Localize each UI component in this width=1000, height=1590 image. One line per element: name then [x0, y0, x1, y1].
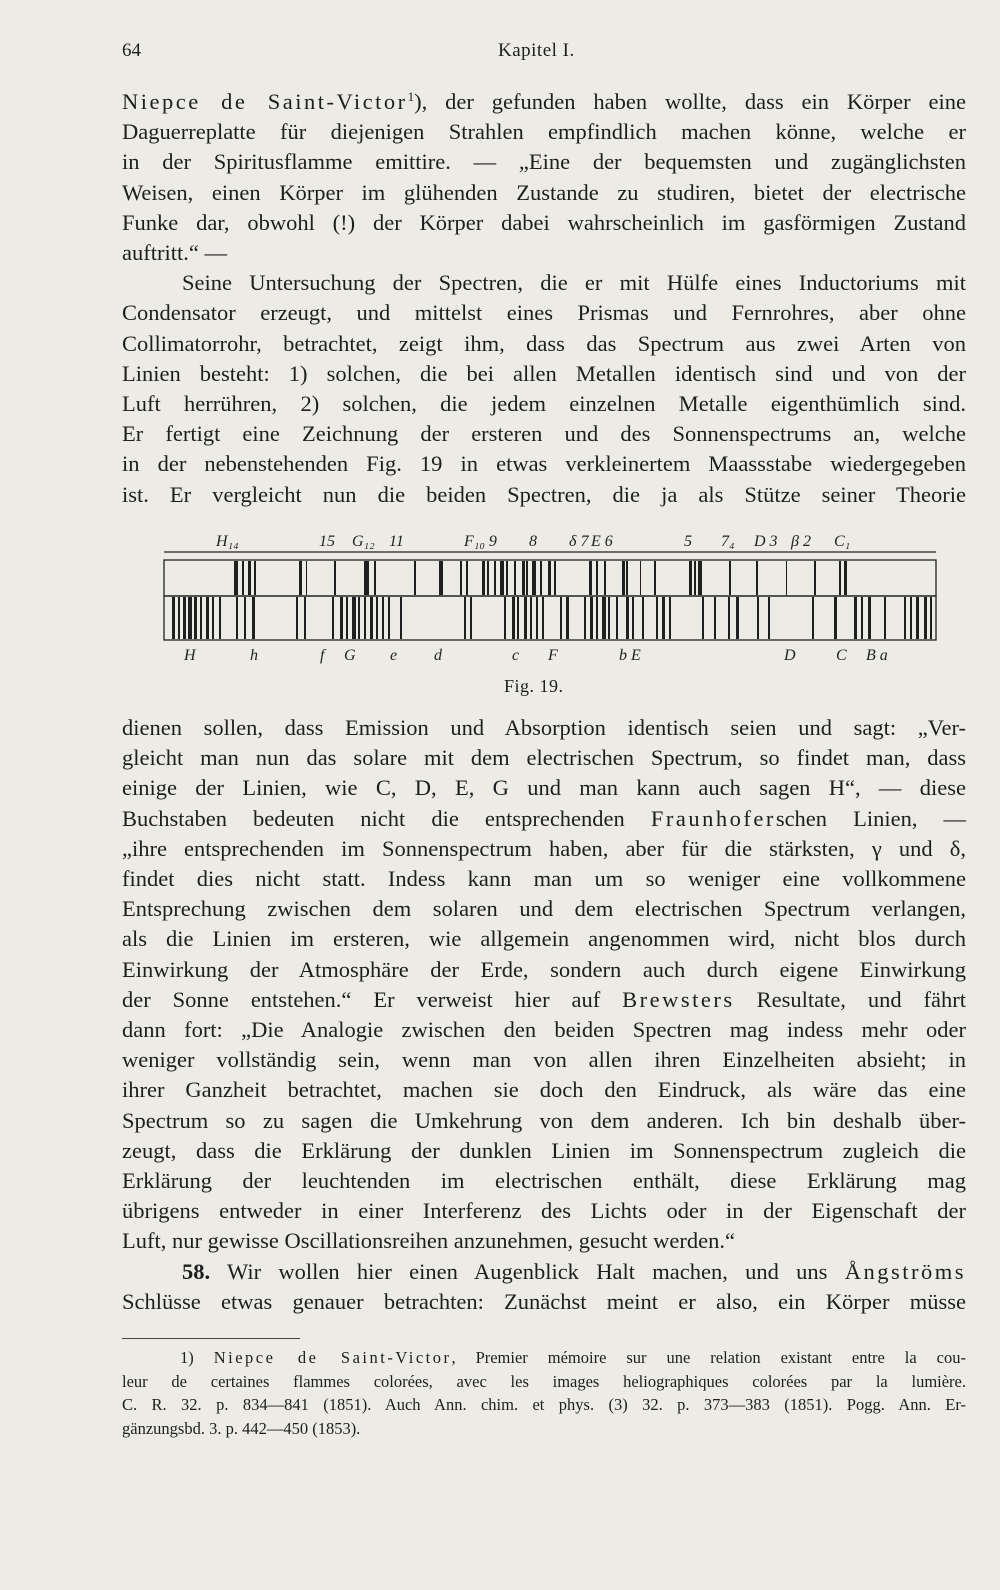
solar-spectrum-band	[164, 596, 936, 640]
text-run: ihrer Ganzheit betrachtet, machen sie doch den Eindruck, als wäre das eine	[122, 1077, 966, 1103]
absorption-line	[868, 597, 871, 639]
absorption-line	[924, 597, 927, 639]
emission-line	[482, 561, 485, 595]
absorption-line	[566, 597, 569, 639]
absorption-line	[656, 597, 658, 639]
upper-line-label: 8	[529, 533, 537, 550]
text-line	[122, 1370, 966, 1394]
upper-line-label: H₁₄	[216, 533, 239, 550]
text-line	[122, 238, 966, 268]
text-run: Buchstaben bedeuten nicht die entsprechenden	[122, 805, 651, 831]
emission-line	[626, 561, 628, 595]
text-run: Collimatorrohr, betrachtet, zeigt ihm, dass das Spectrum aus zwei Arten von	[122, 330, 966, 356]
text-run: Resultate, und fährt	[734, 986, 966, 1012]
text-line	[122, 894, 966, 924]
absorption-line	[714, 597, 716, 639]
absorption-line	[861, 597, 863, 639]
upper-line-label: G₁₂	[352, 533, 375, 550]
fraunhofer-line-label: h	[250, 647, 258, 664]
text-run: Er fertigt eine Zeichnung der ersteren und des Sonnenspectrums an, welche	[122, 421, 966, 447]
absorption-line	[464, 597, 466, 639]
absorption-line	[536, 597, 538, 639]
absorption-line	[370, 597, 373, 639]
upper-line-label: β 2	[791, 533, 811, 550]
emission-line	[364, 561, 369, 595]
upper-line-label: 15	[319, 533, 335, 550]
text-line	[122, 864, 966, 894]
absorption-line	[346, 597, 348, 639]
text-run: Condensator erzeugt, und mittelst eines Prismas und Fernrohres, aber ohne	[122, 300, 966, 326]
absorption-line	[930, 597, 932, 639]
text-line	[182, 268, 966, 298]
text-line	[122, 117, 966, 147]
figure-caption: Fig. 19.	[504, 676, 564, 696]
emission-line	[604, 561, 606, 595]
text-run: der Sonne entstehen.“ Er verweist hier auf	[122, 986, 623, 1012]
absorption-line	[212, 597, 214, 639]
emission-line	[506, 561, 508, 595]
text-run: C. R. 32. p. 834—841 (1851). Auch Ann. chim. et phys. (3) 32. p. 373—383 (1851). Pogg. Ann. Er-	[122, 1395, 966, 1414]
absorption-line	[904, 597, 906, 639]
emission-line	[844, 561, 847, 595]
absorption-line	[200, 597, 202, 639]
text-run: Schlüsse etwas genauer betrachten: Zunächst meint er also, ein Körper müsse	[122, 1288, 966, 1314]
absorption-line	[530, 597, 532, 639]
running-header	[122, 40, 962, 70]
emission-line	[466, 561, 468, 595]
absorption-line	[542, 597, 544, 639]
absorption-line	[884, 597, 886, 639]
absorption-line	[728, 597, 730, 639]
emission-line	[487, 561, 489, 595]
emission-line	[248, 561, 251, 595]
emission-line	[694, 561, 696, 595]
emission-line	[439, 561, 443, 595]
absorption-line	[296, 597, 298, 639]
absorption-line	[596, 597, 598, 639]
text-line	[122, 1015, 966, 1045]
fraunhofer-line-label: d	[434, 647, 442, 664]
text-line	[122, 419, 966, 449]
emission-line	[242, 561, 244, 595]
text-run: ist. Er vergleicht nun die beiden Spectren, die ja als Stütze seiner Theorie	[122, 481, 966, 507]
spectrum-drawing	[164, 532, 936, 672]
absorption-line	[669, 597, 671, 639]
text-line	[122, 1106, 966, 1136]
absorption-line	[757, 597, 759, 639]
absorption-line	[504, 597, 506, 639]
text-line	[122, 955, 966, 985]
text-line	[122, 804, 966, 834]
emission-line	[698, 561, 702, 595]
text-run: in der nebenstehenden Fig. 19 in etwas verkleinertem Maassstabe wiedergegeben	[122, 451, 966, 477]
emission-line	[526, 561, 528, 595]
upper-line-label: 7₄	[721, 533, 735, 550]
text-line	[122, 208, 966, 238]
absorption-line	[524, 597, 527, 639]
text-run: Einwirkung der Atmosphäre der Erde, sondern auch durch eigene Einwirkung	[122, 956, 966, 982]
text-run: auftritt.“ —	[122, 240, 227, 265]
emission-line	[334, 561, 336, 595]
section-number: 58.	[182, 1258, 211, 1284]
absorption-line	[382, 597, 384, 639]
absorption-line	[178, 597, 180, 639]
text-line	[122, 1136, 966, 1166]
emission-line	[514, 561, 516, 595]
footnote-marker: 1)	[180, 1348, 214, 1367]
text-run: gleicht man nun das solare mit dem electrischen Spectrum, so findet man, dass	[122, 745, 966, 771]
text-line	[122, 1393, 966, 1417]
text-line	[122, 1196, 966, 1226]
text-line	[122, 1417, 966, 1441]
absorption-line	[172, 597, 175, 639]
fraunhofer-line-label: G	[344, 647, 356, 664]
text-run: Luft herrühren, 2) solchen, die jedem einzelnen Metalle eigenthümlich sind.	[122, 391, 966, 416]
absorption-line	[854, 597, 857, 639]
text-line	[122, 773, 966, 803]
absorption-line	[183, 597, 186, 639]
text-line	[122, 1287, 966, 1317]
emission-line	[522, 561, 525, 595]
emission-line	[596, 561, 598, 595]
emission-line	[494, 561, 496, 595]
emission-line	[756, 561, 758, 595]
text-run: ), der gefunden haben wollte, dass ein Körper eine	[414, 89, 966, 114]
upper-line-label: D 3	[754, 533, 778, 550]
text-run: Entsprechung zwischen dem solaren und dem electrischen Spectrum verlangen,	[122, 896, 966, 922]
emission-line	[654, 561, 656, 595]
emission-line	[254, 561, 256, 595]
text-run: in der Spiritusflamme emittire. — „Eine der bequemsten und zugänglichsten	[122, 149, 966, 175]
emission-line	[460, 561, 462, 595]
absorption-line	[304, 597, 306, 639]
absorption-line	[358, 597, 360, 639]
absorption-line	[632, 597, 634, 639]
absorption-line	[400, 597, 402, 639]
spaced-name: Fraunhofer	[650, 805, 776, 831]
emission-line	[786, 561, 787, 595]
footnote-ref: 1	[407, 89, 415, 104]
absorption-line	[364, 597, 366, 639]
text-run: Linien besteht: 1) solchen, die bei allen Metallen identisch sind und von der	[122, 360, 966, 386]
text-run: leur de certaines flammes colorées, avec les images heliographiques colorées par la lumière.	[122, 1371, 966, 1391]
absorption-line	[252, 597, 255, 639]
absorption-line	[517, 597, 519, 639]
text-run: Funke dar, obwohl (!) der Körper dabei wahrscheinlich im gasförmigen Zustand	[122, 209, 966, 235]
emission-line	[729, 561, 731, 595]
absorption-line	[512, 597, 515, 639]
absorption-line	[812, 597, 814, 639]
text-line	[122, 1045, 966, 1075]
emission-line	[554, 561, 556, 595]
fraunhofer-line-label: F	[548, 647, 558, 664]
absorption-line	[470, 597, 472, 639]
spaced-name: Ångströms	[844, 1258, 966, 1284]
text-line	[122, 834, 966, 864]
emission-line	[640, 561, 641, 595]
absorption-line	[662, 597, 665, 639]
emission-line	[532, 561, 536, 595]
absorption-line	[376, 597, 378, 639]
absorption-line	[352, 597, 356, 639]
emission-line	[540, 561, 542, 595]
emission-line	[374, 561, 376, 595]
text-line	[122, 924, 966, 954]
absorption-line	[219, 597, 221, 639]
text-run: einige der Linien, wie C, D, E, G und man kann auch sagen H“, — diese	[122, 775, 966, 801]
emission-line	[306, 561, 307, 595]
page-number: 64	[122, 40, 141, 61]
text-line	[122, 480, 966, 510]
fraunhofer-line-label: C	[836, 647, 847, 664]
absorption-line	[590, 597, 593, 639]
absorption-line	[910, 597, 912, 639]
absorption-line	[768, 597, 770, 639]
spaced-name: Niepce de Saint-Victor	[122, 89, 408, 114]
absorption-line	[388, 597, 390, 639]
emission-line	[839, 561, 841, 595]
text-line	[180, 1346, 966, 1370]
text-run: Wir wollen hier einen Augenblick Halt machen, und uns	[210, 1258, 845, 1284]
emission-line	[414, 561, 416, 595]
emission-line	[234, 561, 238, 595]
absorption-line	[626, 597, 629, 639]
absorption-line	[340, 597, 343, 639]
absorption-line	[642, 597, 644, 639]
text-run: dienen sollen, dass Emission und Absorption identisch seien und sagt: „Ver-	[122, 715, 966, 740]
absorption-line	[616, 597, 618, 639]
text-run: Erklärung der leuchtenden im electrischen enthält, diese Erklärung mag	[122, 1168, 966, 1193]
absorption-line	[188, 597, 192, 639]
upper-line-label: C₁	[834, 533, 851, 550]
chapter-title: Kapitel I.	[498, 40, 575, 61]
absorption-line	[206, 597, 209, 639]
text-line	[122, 985, 966, 1015]
emission-line	[548, 561, 551, 595]
text-line	[122, 147, 966, 177]
text-line	[122, 359, 966, 389]
text-run: Daguerreplatte für diejenigen Strahlen empfindlich machen könne, welche er	[122, 119, 966, 145]
upper-line-label: 11	[389, 533, 404, 550]
text-run: Spectrum so zu sagen die Umkehrung von dem anderen. Ich bin deshalb über-	[122, 1107, 966, 1133]
absorption-line	[608, 597, 610, 639]
text-line	[182, 1257, 966, 1287]
text-run: übrigens entweder in einer Interferenz des Lichts oder in der Eigenschaft der	[122, 1198, 966, 1224]
spaced-name: Niepce de Saint-Victor	[213, 1348, 452, 1367]
text-run: gänzungsbd. 3. p. 442—450 (1853).	[122, 1418, 361, 1438]
absorption-line	[702, 597, 704, 639]
text-run: findet dies nicht statt. Indess kann man um so weniger eine vollkommene	[122, 866, 966, 891]
text-run: „ihre entsprechenden im Sonnenspectrum haben, aber für die stärksten, γ und δ,	[122, 835, 966, 861]
emission-line	[814, 561, 816, 595]
fraunhofer-line-label: B a	[866, 647, 888, 664]
text-line	[122, 87, 966, 117]
text-run: zeugt, dass die Erklärung der dunklen Linien im Sonnenspectrum zugleich die	[122, 1137, 966, 1163]
text-run: , Premier mémoire sur une relation existant entre la cou-	[451, 1348, 966, 1367]
absorption-line	[244, 597, 246, 639]
fraunhofer-line-label: b E	[619, 647, 641, 664]
absorption-line	[560, 597, 562, 639]
fraunhofer-line-label: f	[320, 647, 325, 664]
fraunhofer-line-label: c	[512, 647, 520, 664]
emission-line	[299, 561, 302, 595]
upper-line-label: F₁₀ 9	[464, 533, 497, 550]
text-run: Weisen, einen Körper im glühenden Zustande zu studiren, bietet der electrische	[122, 179, 966, 205]
upper-line-label: E 6	[591, 533, 613, 550]
spaced-name: Brewsters	[622, 986, 735, 1012]
text-run: Seine Untersuchung der Spectren, die er mit Hülfe eines Inductoriums mit	[182, 270, 966, 296]
text-run: als die Linien im ersteren, wie allgemein angenommen wird, nicht blos durch	[122, 926, 966, 952]
absorption-line	[236, 597, 238, 639]
emission-line	[589, 561, 592, 595]
text-line	[122, 713, 966, 743]
emission-line	[689, 561, 692, 595]
text-run: schen Linien, —	[775, 805, 966, 831]
text-line	[122, 298, 966, 328]
emission-line	[500, 561, 504, 595]
absorption-line	[332, 597, 334, 639]
text-run: Luft, nur gewisse Oscillationsreihen anzunehmen, gesucht werden.“	[122, 1228, 735, 1254]
text-line	[122, 743, 966, 773]
fraunhofer-line-label: D	[784, 647, 796, 664]
absorption-line	[916, 597, 919, 639]
upper-line-label: 5	[684, 533, 692, 550]
text-line	[122, 389, 966, 419]
text-run: dann fort: „Die Analogie zwischen den beiden Spectren mag indess mehr oder	[122, 1017, 966, 1042]
absorption-line	[584, 597, 586, 639]
fraunhofer-line-label: H	[184, 647, 196, 664]
text-line	[122, 1166, 966, 1196]
absorption-line	[834, 597, 837, 639]
text-line	[122, 329, 966, 359]
text-run: weniger vollständig sein, wenn man von allen ihren Einzelheiten absieht; in	[122, 1047, 966, 1073]
text-line	[122, 1226, 966, 1256]
fraunhofer-line-label: e	[390, 647, 398, 664]
text-line	[122, 178, 966, 208]
absorption-line	[736, 597, 739, 639]
footnote-rule	[122, 1338, 300, 1339]
absorption-line	[194, 597, 197, 639]
absorption-line	[602, 597, 606, 639]
emission-line	[622, 561, 625, 595]
text-line	[122, 449, 966, 479]
text-line	[122, 1075, 966, 1105]
upper-line-label: δ 7	[569, 533, 589, 550]
